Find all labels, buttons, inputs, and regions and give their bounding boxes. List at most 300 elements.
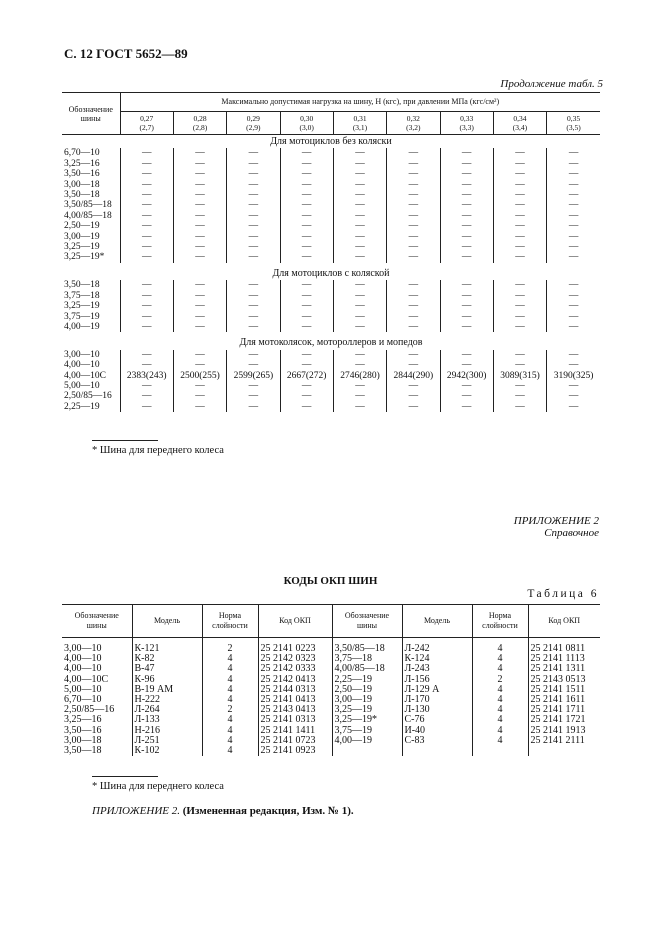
tire-designation: 2,50/85—16 bbox=[62, 391, 120, 401]
pressure-kgf: (3,5) bbox=[566, 123, 581, 132]
load-value: — bbox=[173, 391, 226, 401]
tire-designation: 3,75—18 bbox=[62, 291, 120, 301]
load-value: — bbox=[568, 311, 579, 322]
table-row bbox=[62, 291, 600, 301]
tire-designation: 2,50—19 bbox=[62, 221, 120, 231]
load-value: — bbox=[440, 221, 493, 231]
edit-note-change: (Измененная редакция, Изм. № 1). bbox=[182, 805, 354, 817]
tire-designation: 3,50—18 bbox=[62, 280, 120, 290]
load-value: — bbox=[568, 380, 579, 391]
load-value: — bbox=[387, 360, 440, 370]
load-value: — bbox=[173, 221, 226, 231]
load-value: — bbox=[493, 350, 546, 360]
load-value: — bbox=[493, 291, 546, 301]
tire-designation: 6,70—10 bbox=[62, 148, 120, 158]
load-value: — bbox=[387, 180, 440, 190]
load-value: — bbox=[568, 200, 579, 211]
load-value: — bbox=[280, 180, 333, 190]
load-value: — bbox=[387, 200, 440, 210]
load-value: — bbox=[568, 242, 579, 253]
table-row bbox=[62, 221, 600, 231]
load-value: — bbox=[280, 221, 333, 231]
footnote-rule-2 bbox=[92, 776, 158, 777]
load-value: — bbox=[173, 180, 226, 190]
load-value: — bbox=[387, 322, 440, 332]
load-value: — bbox=[120, 232, 173, 242]
load-value: — bbox=[387, 252, 440, 262]
load-value: — bbox=[173, 280, 226, 290]
load-value: — bbox=[280, 312, 333, 322]
pressure-mpa: 0,32 bbox=[406, 114, 420, 123]
load-value: — bbox=[387, 221, 440, 231]
table6-footnote: * Шина для переднего колеса bbox=[92, 781, 224, 792]
load-value: — bbox=[173, 252, 226, 262]
load-value: — bbox=[227, 190, 280, 200]
t6-h-ply-2: Норма слойности bbox=[472, 605, 528, 638]
load-value: — bbox=[280, 211, 333, 221]
load-value: — bbox=[227, 169, 280, 179]
table5 bbox=[62, 92, 600, 412]
t6-h-tire-2: Обозначение шины bbox=[332, 605, 402, 638]
load-value: — bbox=[440, 242, 493, 252]
load-value: — bbox=[280, 301, 333, 311]
tire-designation: 4,00—10 bbox=[62, 360, 120, 370]
load-value: — bbox=[120, 381, 173, 391]
load-value: — bbox=[120, 221, 173, 231]
load-value: — bbox=[280, 360, 333, 370]
table-row bbox=[62, 200, 600, 210]
load-value: — bbox=[440, 322, 493, 332]
load-value: — bbox=[568, 301, 579, 312]
pressure-mpa: 0,30 bbox=[300, 114, 314, 123]
load-value: — bbox=[120, 280, 173, 290]
load-value: — bbox=[493, 252, 546, 262]
load-value: — bbox=[387, 232, 440, 242]
t6-h-okp-2: Код ОКП bbox=[528, 605, 600, 638]
pressure-mpa: 0,29 bbox=[246, 114, 260, 123]
load-value: — bbox=[333, 221, 386, 231]
appendix-subtitle: Справочное bbox=[544, 527, 599, 539]
pressure-header bbox=[547, 112, 600, 135]
load-value: — bbox=[387, 291, 440, 301]
load-value: — bbox=[280, 350, 333, 360]
pressure-mpa: 0,27 bbox=[140, 114, 154, 123]
load-value: — bbox=[333, 190, 386, 200]
load-value: — bbox=[440, 180, 493, 190]
load-value: — bbox=[387, 169, 440, 179]
pressure-header bbox=[173, 112, 226, 135]
load-value: — bbox=[493, 221, 546, 231]
load-value: — bbox=[333, 169, 386, 179]
load-value: — bbox=[227, 402, 280, 412]
edit-note bbox=[92, 805, 354, 817]
load-value: — bbox=[227, 350, 280, 360]
load-value: — bbox=[493, 148, 546, 158]
appendix-label bbox=[514, 515, 599, 539]
load-value: — bbox=[333, 350, 386, 360]
t6-right-tire: 3,50/85—18 3,75—18 4,00/85—18 2,25—19 2,50—19 3,00—19 3,25—19 3,25—19* 3,75—19 4,00—19 bbox=[332, 638, 402, 757]
load-value: — bbox=[493, 232, 546, 242]
load-value: — bbox=[120, 200, 173, 210]
load-value: — bbox=[493, 360, 546, 370]
load-value: — bbox=[568, 169, 579, 180]
load-value: — bbox=[227, 180, 280, 190]
load-value: — bbox=[440, 291, 493, 301]
load-value: — bbox=[387, 211, 440, 221]
load-value: — bbox=[440, 301, 493, 311]
load-value: — bbox=[120, 211, 173, 221]
pressure-header bbox=[333, 112, 386, 135]
load-value: — bbox=[280, 190, 333, 200]
load-value: — bbox=[333, 301, 386, 311]
load-value: — bbox=[440, 312, 493, 322]
load-value: — bbox=[227, 381, 280, 391]
load-value: — bbox=[493, 190, 546, 200]
t6-h-model: Модель bbox=[132, 605, 202, 638]
load-value: — bbox=[173, 169, 226, 179]
load-value: — bbox=[568, 231, 579, 242]
load-value: — bbox=[440, 159, 493, 169]
load-value: — bbox=[173, 360, 226, 370]
load-value: — bbox=[280, 280, 333, 290]
load-value: 2667(272) bbox=[280, 371, 333, 381]
load-value: — bbox=[227, 291, 280, 301]
load-value: — bbox=[333, 381, 386, 391]
pressure-kgf: (3,2) bbox=[406, 123, 421, 132]
load-value: — bbox=[173, 381, 226, 391]
load-value: — bbox=[440, 402, 493, 412]
pressure-kgf: (3,1) bbox=[352, 123, 368, 132]
load-value: — bbox=[173, 148, 226, 158]
tire-designation: 3,25—19 bbox=[62, 242, 120, 252]
load-value: — bbox=[387, 190, 440, 200]
tire-designation: 4,00/85—18 bbox=[62, 211, 120, 221]
load-value: 2844(290) bbox=[387, 371, 440, 381]
load-value: — bbox=[333, 402, 386, 412]
load-value: — bbox=[493, 391, 546, 401]
load-value: — bbox=[568, 252, 579, 263]
load-value: — bbox=[173, 312, 226, 322]
load-value: — bbox=[568, 179, 579, 190]
pressure-kgf: (3,0) bbox=[299, 123, 314, 132]
load-value: — bbox=[280, 232, 333, 242]
load-value: — bbox=[568, 401, 579, 412]
load-value: — bbox=[120, 180, 173, 190]
load-value: — bbox=[227, 312, 280, 322]
load-value: — bbox=[120, 322, 173, 332]
load-value: — bbox=[333, 360, 386, 370]
tire-designation: 3,00—10 bbox=[62, 350, 120, 360]
load-value: — bbox=[333, 391, 386, 401]
load-value: — bbox=[173, 402, 226, 412]
tire-designation: 3,00—19 bbox=[62, 232, 120, 242]
load-value: — bbox=[333, 200, 386, 210]
load-value: — bbox=[440, 211, 493, 221]
load-value: — bbox=[120, 360, 173, 370]
t6-left-ply: 2 4 4 4 4 4 2 4 4 4 4 bbox=[202, 638, 258, 757]
load-value: — bbox=[387, 381, 440, 391]
pressure-header bbox=[387, 112, 440, 135]
load-value: — bbox=[440, 190, 493, 200]
load-value: — bbox=[440, 381, 493, 391]
load-value: — bbox=[280, 242, 333, 252]
load-value: — bbox=[120, 312, 173, 322]
table5-col-name: Обозначение шины bbox=[62, 93, 120, 135]
table-row bbox=[62, 190, 600, 200]
load-value: — bbox=[333, 291, 386, 301]
pressure-kgf: (2,7) bbox=[139, 123, 154, 132]
load-value: — bbox=[493, 200, 546, 210]
table-row bbox=[62, 169, 600, 179]
tire-designation: 3,25—19* bbox=[62, 252, 120, 262]
table-row bbox=[62, 148, 600, 158]
load-value: — bbox=[173, 291, 226, 301]
t6-left-tire: 3,00—10 4,00—10 4,00—10 4,00—10С 5,00—10 6,70—10 2,50/85—16 3,25—16 3,50—16 3,00—18 3,50—18 bbox=[62, 638, 132, 757]
load-value: — bbox=[227, 242, 280, 252]
load-value: — bbox=[493, 159, 546, 169]
load-value: — bbox=[440, 350, 493, 360]
load-value: — bbox=[333, 322, 386, 332]
load-value: — bbox=[280, 200, 333, 210]
load-value: — bbox=[333, 211, 386, 221]
load-value: — bbox=[333, 280, 386, 290]
load-value: — bbox=[280, 391, 333, 401]
table-row bbox=[62, 360, 600, 370]
load-value: — bbox=[227, 211, 280, 221]
table-row bbox=[62, 381, 600, 391]
load-value: — bbox=[280, 148, 333, 158]
pressure-header bbox=[280, 112, 333, 135]
load-value: — bbox=[333, 252, 386, 262]
load-value: — bbox=[227, 159, 280, 169]
table-row bbox=[62, 242, 600, 252]
table6 bbox=[62, 604, 600, 756]
load-value: — bbox=[440, 200, 493, 210]
pressure-header bbox=[227, 112, 280, 135]
pressure-mpa: 0,33 bbox=[460, 114, 474, 123]
t6-left-model: К-121 К-82 В-47 К-96 В-19 АМ Н-222 Л-264 Л-133 Н-216 Л-251 К-102 bbox=[132, 638, 202, 757]
tire-designation: 4,00—10С bbox=[62, 371, 120, 381]
tire-designation: 3,50—16 bbox=[62, 169, 120, 179]
pressure-kgf: (2,8) bbox=[192, 123, 208, 132]
load-value: — bbox=[568, 349, 579, 360]
load-value: — bbox=[173, 350, 226, 360]
pressure-kgf: (3,3) bbox=[459, 123, 474, 132]
load-value: — bbox=[280, 322, 333, 332]
load-value: — bbox=[333, 232, 386, 242]
load-value: — bbox=[387, 301, 440, 311]
load-value: — bbox=[568, 321, 579, 332]
pressure-header bbox=[120, 112, 173, 135]
tire-designation: 5,00—10 bbox=[62, 381, 120, 391]
load-value: — bbox=[387, 402, 440, 412]
load-value: — bbox=[227, 280, 280, 290]
load-value: — bbox=[493, 242, 546, 252]
t6-right-model: Л-242 К-124 Л-243 Л-156 Л-129 А Л-170 Л-130 С-76 И-40 С-83 bbox=[402, 638, 472, 757]
load-value: — bbox=[387, 391, 440, 401]
table-row bbox=[62, 232, 600, 242]
t6-right-ply: 4 4 4 2 4 4 4 4 4 4 bbox=[472, 638, 528, 757]
load-value: — bbox=[387, 242, 440, 252]
load-value: — bbox=[227, 252, 280, 262]
load-value: — bbox=[120, 252, 173, 262]
load-value: — bbox=[493, 301, 546, 311]
table-row bbox=[62, 280, 600, 290]
load-value: — bbox=[120, 242, 173, 252]
footnote-rule bbox=[92, 440, 158, 441]
load-value: — bbox=[227, 301, 280, 311]
load-value: — bbox=[568, 360, 579, 371]
table-row bbox=[62, 322, 600, 332]
load-value: 2383(243) bbox=[120, 371, 173, 381]
table-row bbox=[62, 391, 600, 401]
section-title: Для мотоциклов без коляски bbox=[270, 136, 392, 147]
load-value: — bbox=[173, 159, 226, 169]
load-value: — bbox=[173, 301, 226, 311]
load-value: — bbox=[568, 190, 579, 201]
load-value: — bbox=[493, 211, 546, 221]
load-value: — bbox=[173, 190, 226, 200]
pressure-mpa: 0,28 bbox=[193, 114, 207, 123]
section-title: Для мотоколясок, мотороллеров и мопедов bbox=[239, 337, 423, 349]
load-value: — bbox=[120, 148, 173, 158]
load-value: — bbox=[440, 360, 493, 370]
load-value: — bbox=[493, 381, 546, 391]
load-value: — bbox=[120, 402, 173, 412]
load-value: — bbox=[333, 148, 386, 158]
load-value: — bbox=[493, 280, 546, 290]
tire-designation: 3,25—19 bbox=[62, 301, 120, 311]
table6-label: Таблица 6 bbox=[527, 588, 599, 600]
table-row bbox=[62, 350, 600, 360]
load-value: — bbox=[440, 391, 493, 401]
load-value: — bbox=[280, 159, 333, 169]
load-value: — bbox=[227, 322, 280, 332]
load-value: — bbox=[120, 169, 173, 179]
tire-designation: 3,50/85—18 bbox=[62, 200, 120, 210]
load-value: — bbox=[440, 232, 493, 242]
load-value: — bbox=[568, 158, 579, 169]
load-value: — bbox=[173, 242, 226, 252]
page-header: С. 12 ГОСТ 5652—89 bbox=[64, 46, 188, 61]
load-value: — bbox=[493, 402, 546, 412]
load-value: 2942(300) bbox=[440, 371, 493, 381]
table-row bbox=[62, 252, 600, 262]
load-value: — bbox=[227, 391, 280, 401]
load-value: 3190(325) bbox=[553, 370, 594, 381]
table-row bbox=[62, 180, 600, 190]
load-value: 2746(280) bbox=[333, 371, 386, 381]
load-value: — bbox=[120, 301, 173, 311]
table-row bbox=[62, 211, 600, 221]
load-value: — bbox=[440, 252, 493, 262]
pressure-mpa: 0,31 bbox=[353, 114, 367, 123]
t6-left-okp: 25 2141 0223 25 2142 0323 25 2142 0333 25 2142 0413 25 2144 0313 25 2141 0413 25 2143 0413 25 2141 0313 25 2141 1411 25 2141 0723 25 2141 0923 bbox=[258, 638, 332, 757]
tire-designation: 3,75—19 bbox=[62, 312, 120, 322]
t6-h-okp: Код ОКП bbox=[258, 605, 332, 638]
load-value: — bbox=[387, 312, 440, 322]
load-value: — bbox=[387, 159, 440, 169]
table-row bbox=[62, 402, 600, 412]
load-value: — bbox=[568, 280, 579, 291]
pressure-mpa: 0,34 bbox=[513, 114, 527, 123]
table-row bbox=[62, 159, 600, 169]
load-value: 2500(255) bbox=[173, 371, 226, 381]
load-value: — bbox=[333, 242, 386, 252]
load-value: — bbox=[280, 381, 333, 391]
tire-designation: 3,25—16 bbox=[62, 159, 120, 169]
t6-h-model-2: Модель bbox=[402, 605, 472, 638]
load-value: — bbox=[333, 159, 386, 169]
load-value: — bbox=[568, 290, 579, 301]
load-value: — bbox=[280, 402, 333, 412]
edit-note-appendix: ПРИЛОЖЕНИЕ 2. bbox=[92, 805, 180, 817]
load-value: 3089(315) bbox=[493, 371, 546, 381]
tire-designation: 2,25—19 bbox=[62, 402, 120, 412]
tire-designation: 4,00—19 bbox=[62, 322, 120, 332]
load-value: — bbox=[227, 232, 280, 242]
load-value: — bbox=[387, 148, 440, 158]
load-value: — bbox=[227, 221, 280, 231]
load-value: — bbox=[568, 391, 579, 402]
load-value: — bbox=[173, 211, 226, 221]
table5-continuation: Продолжение табл. 5 bbox=[500, 78, 603, 90]
load-value: — bbox=[568, 221, 579, 232]
load-value: — bbox=[440, 148, 493, 158]
load-value: — bbox=[493, 312, 546, 322]
load-value: — bbox=[173, 232, 226, 242]
tire-designation: 3,00—18 bbox=[62, 180, 120, 190]
load-value: — bbox=[120, 159, 173, 169]
load-value: — bbox=[227, 360, 280, 370]
load-value: — bbox=[568, 148, 579, 159]
tire-designation: 3,50—18 bbox=[62, 190, 120, 200]
load-value: — bbox=[493, 180, 546, 190]
load-value: — bbox=[120, 291, 173, 301]
pressure-mpa: 0,35 bbox=[567, 114, 581, 123]
load-value: — bbox=[493, 169, 546, 179]
section-title: Для мотоциклов с коляской bbox=[272, 267, 390, 279]
load-value: — bbox=[280, 169, 333, 179]
load-value: — bbox=[173, 200, 226, 210]
load-value: — bbox=[280, 252, 333, 262]
load-value: — bbox=[493, 322, 546, 332]
load-value: — bbox=[333, 312, 386, 322]
table6-title: КОДЫ ОКП ШИН bbox=[283, 575, 378, 587]
load-value: — bbox=[387, 350, 440, 360]
pressure-kgf: (3,4) bbox=[512, 123, 528, 132]
table5-footnote: * Шина для переднего колеса bbox=[92, 445, 224, 456]
load-value: — bbox=[333, 180, 386, 190]
table-row bbox=[62, 312, 600, 322]
pressure-header bbox=[493, 112, 546, 135]
table-row bbox=[62, 301, 600, 311]
appendix-title: ПРИЛОЖЕНИЕ 2 bbox=[513, 515, 599, 527]
load-value: — bbox=[387, 280, 440, 290]
pressure-header bbox=[440, 112, 493, 135]
pressure-kgf: (2,9) bbox=[246, 123, 261, 132]
load-value: — bbox=[120, 350, 173, 360]
load-value: — bbox=[568, 210, 579, 221]
load-value: — bbox=[120, 391, 173, 401]
load-value: — bbox=[440, 169, 493, 179]
table-row bbox=[62, 371, 600, 381]
t6-h-tire: Обозначение шины bbox=[62, 605, 132, 638]
load-value: — bbox=[173, 322, 226, 332]
t6-h-ply: Норма слойности bbox=[202, 605, 258, 638]
load-value: — bbox=[120, 190, 173, 200]
load-value: — bbox=[440, 280, 493, 290]
